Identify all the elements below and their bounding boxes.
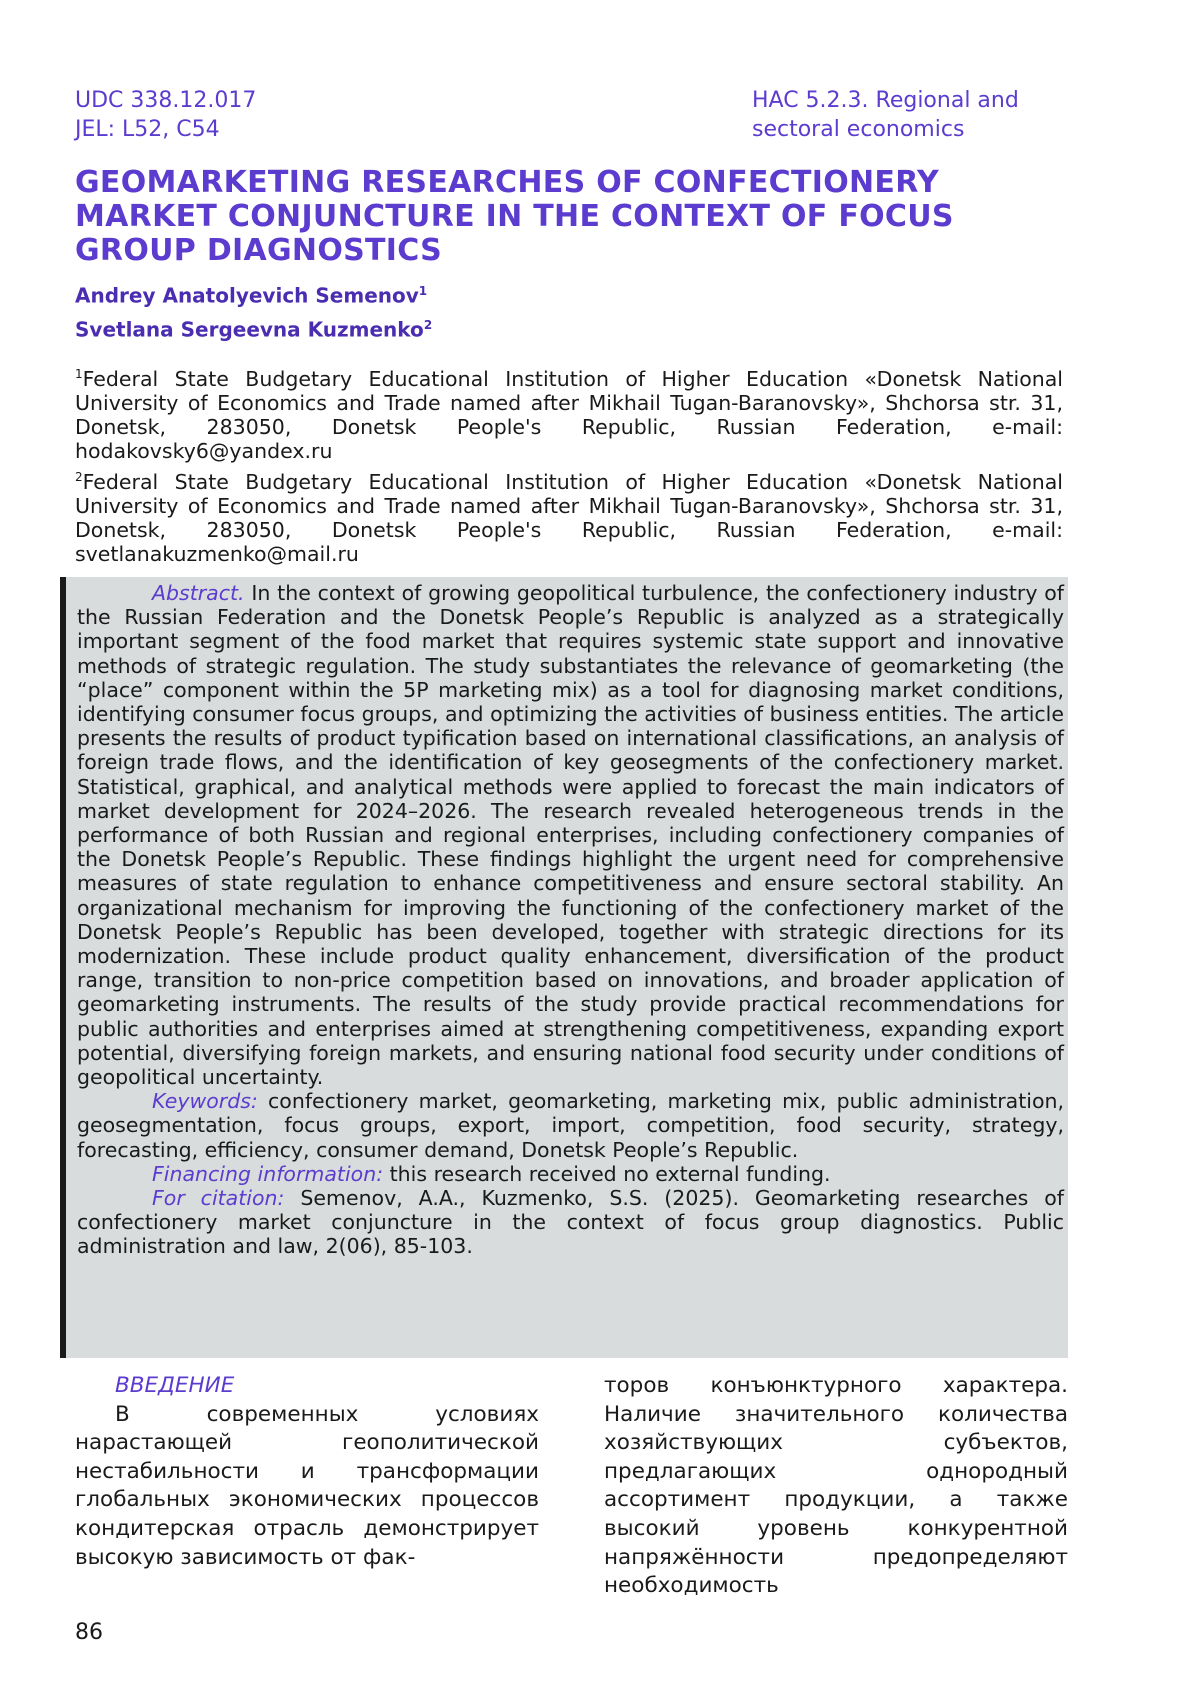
body-column-left: [75, 1372, 539, 1572]
affiliation-sup: 2: [75, 470, 83, 484]
abstract-label: Abstract.: [152, 581, 245, 605]
section-heading: ВВЕДЕНИЕ: [75, 1372, 539, 1401]
udc-code: UDC 338.12.017: [75, 86, 256, 115]
affiliation-1: [75, 362, 1063, 463]
body-text-right: торов конъюнктурного характера. Наличие значительного количества хозяйствующих субъектов, предлагающих однородный ассортимент продукции, а также высокий уровень конкурентной напряжённости предопределяют необходимость: [604, 1372, 1068, 1601]
author-sup: 2: [424, 318, 432, 332]
citation-paragraph: [77, 1186, 1064, 1259]
citation-label: For citation:: [152, 1186, 284, 1210]
hac-line-1: HAC 5.2.3. Regional and: [752, 86, 1019, 115]
body-text-left: В современных условиях нарастающей геополитической нестабильности и трансформации глобальных экономических процессов кондитерская отрасль демонстрирует высокую зависимость от фак-: [75, 1401, 539, 1573]
abstract-paragraph: [77, 581, 1064, 1089]
author-name: Andrey Anatolyevich Semenov: [75, 284, 419, 308]
affiliation-2: [75, 465, 1063, 566]
article-title: GEOMARKETING RESEARCHES OF CONFECTIONERY MARKET CONJUNCTURE IN THE CONTEXT OF FOCUS GROUP DIAGNOSTICS: [75, 166, 1075, 268]
financing-text: this research received no external funding.: [390, 1162, 831, 1186]
journal-page: [0, 0, 1200, 1697]
keywords-text: confectionery market, geomarketing, marketing mix, public administration, geosegmentation, focus groups, export, import, competition, food security, strategy, forecasting, efficiency, consumer demand, Donetsk People’s Republic.: [77, 1089, 1064, 1161]
page-number: 86: [75, 1620, 103, 1645]
author: [75, 311, 432, 345]
affiliation-text: Federal State Budgetary Educational Institution of Higher Education «Donetsk National University of Economics and Trade named after Mikhail Tugan-Baranovsky», Shchorsa str. 31, Donetsk, 283050, Donetsk People's Republic, Russian Federation, e-mail: svetlanakuzmenko@mail.ru: [75, 470, 1063, 566]
abstract-text: In the context of growing geopolitical turbulence, the confectionery industry of the Russian Federation and the Donetsk People’s Republic is analyzed as a strategically important segment of the food market that requires systemic state support and innovative methods of strategic regulation. The study substantiates the relevance of geomarketing (the “place” component within the 5P marketing mix) as a tool for diagnosing market conditions, identifying consumer focus groups, and optimizing the activities of business entities. The article presents the results of product typification based on international classifications, an analysis of foreign trade flows, and the identification of key geosegments of the confectionery market. Statistical, graphical, and analytical methods were applied to forecast the main indicators of market development for 2024–2026. The research revealed heterogeneous trends in the performance of both Russian and regional enterprises, including confectionery companies of the Donetsk People’s Republic. These findings highlight the urgent need for comprehensive measures of state regulation to enhance competitiveness and ensure sectoral stability. An organizational mechanism for improving the functioning of the confectionery market of the Donetsk People’s Republic has been developed, together with strategic directions for its modernization. These include product quality enhancement, diversification of the product range, transition to non-price competition based on innovations, and broader application of geomarketing instruments. The results of the study provide practical recommendations for public authorities and enterprises aimed at strengthening competitiveness, expanding export potential, diversifying foreign markets, and ensuring national food security under conditions of geopolitical uncertainty.: [77, 581, 1064, 1089]
financing-paragraph: [77, 1162, 1064, 1186]
author-name: Svetlana Sergeevna Kuzmenko: [75, 317, 424, 341]
keywords-paragraph: [77, 1089, 1064, 1162]
jel-code: JEL: L52, C54: [75, 115, 256, 144]
financing-label: Financing information:: [152, 1162, 383, 1186]
author: [75, 277, 432, 311]
hac-specialty: [752, 86, 1019, 144]
affiliation-text: Federal State Budgetary Educational Institution of Higher Education «Donetsk National University of Economics and Trade named after Mikhail Tugan-Baranovsky», Shchorsa str. 31, Donetsk, 283050, Donetsk People's Republic, Russian Federation, e-mail: hodakovsky6@yandex.ru: [75, 367, 1063, 463]
keywords-label: Keywords:: [152, 1089, 258, 1113]
classification-codes: [75, 86, 256, 144]
citation-text: Semenov, A.A., Kuzmenko, S.S. (2025). Geomarketing researches of confectionery market conjuncture in the context of focus group diagnostics. Public administration and law, 2(06), 85-103.: [77, 1186, 1064, 1258]
author-sup: 1: [419, 284, 427, 298]
hac-line-2: sectoral economics: [752, 115, 1019, 144]
affiliation-sup: 1: [75, 367, 83, 381]
abstract-box: [60, 577, 1068, 1358]
body-column-right: [604, 1372, 1068, 1601]
author-list: [75, 277, 432, 344]
